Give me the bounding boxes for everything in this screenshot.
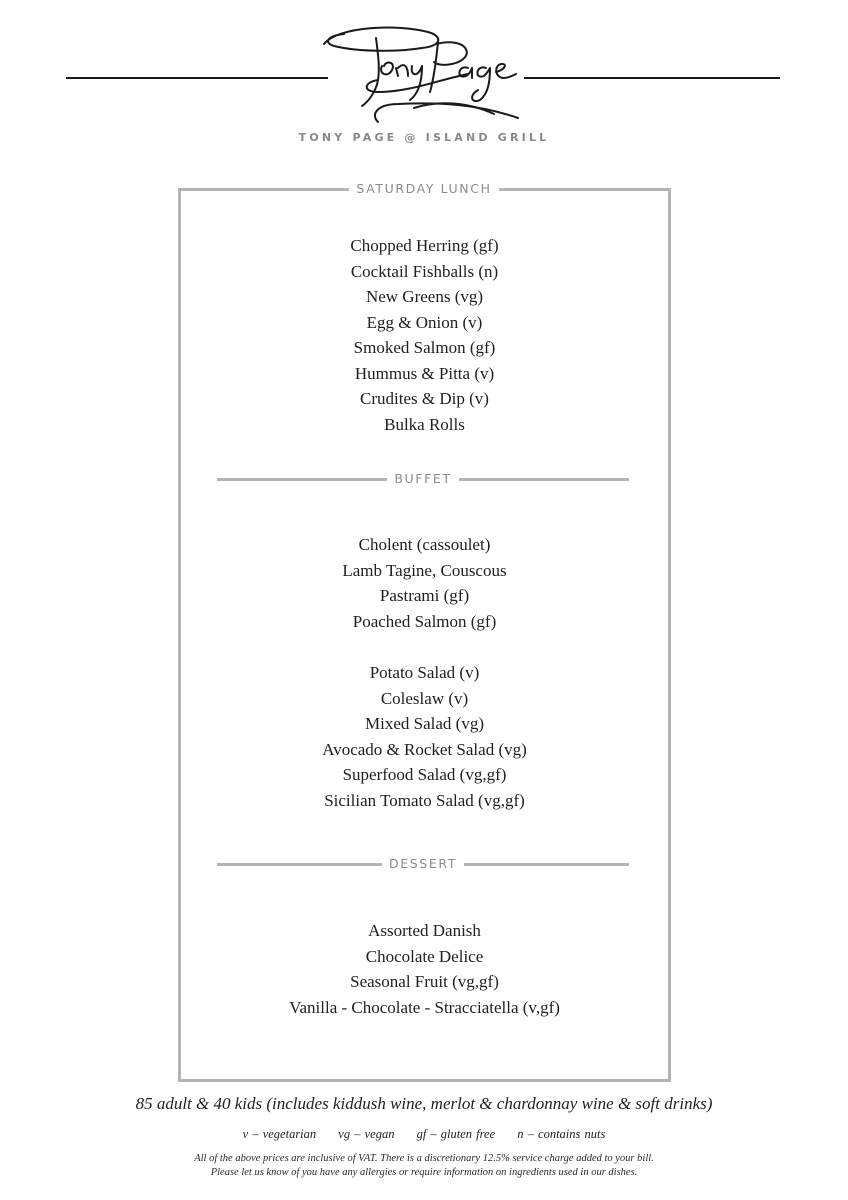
- header-rule-right: [524, 77, 780, 79]
- buffet-heading: [217, 472, 629, 486]
- legend-gluten-free: gf – gluten free: [416, 1127, 496, 1141]
- menu-item: Bulka Rolls: [384, 414, 465, 434]
- buffet-salads-list: [178, 660, 671, 813]
- menu-item: Coleslaw (v): [380, 688, 469, 708]
- menu-item: Seasonal Fruit (vg,gf): [350, 972, 499, 991]
- header-rule-left: [66, 77, 328, 79]
- dessert-divider: [217, 857, 629, 871]
- menu-item: Smoked Salmon (gf): [353, 338, 496, 357]
- buffet-divider: [217, 472, 629, 486]
- menu-item: Vanilla - Chocolate - Stracciatella (v,gf): [289, 997, 560, 1017]
- menu-item: Cocktail Fishballs (n): [350, 261, 499, 281]
- menu-item: Chocolate Delice: [365, 946, 484, 966]
- menu-item: Potato Salad (v): [369, 663, 480, 682]
- menu-item: Hummus & Pitta (v): [354, 363, 495, 383]
- legend-vegetarian: v – vegetarian: [242, 1127, 317, 1141]
- pricing-note: 85 adult & 40 kids (includes kiddush wine, merlot & chardonnay wine & soft drinks): [135, 1094, 713, 1113]
- menu-item: Pastrami (gf): [379, 586, 470, 605]
- legend-contains-nuts: n – contains nuts: [517, 1127, 606, 1141]
- restaurant-subtitle: TONY PAGE @ ISLAND GRILL: [298, 131, 550, 144]
- desserts-list: [178, 918, 671, 1020]
- menu-item: Assorted Danish: [368, 921, 481, 940]
- starters-list: [178, 233, 671, 437]
- menu-item: Sicilian Tomato Salad (vg,gf): [324, 790, 525, 810]
- menu-item: Cholent (cassoulet): [358, 535, 491, 554]
- dessert-heading: [217, 857, 629, 871]
- buffet-mains-list: [178, 532, 671, 634]
- menu-item: Egg & Onion (v): [366, 312, 483, 332]
- buffet-heading-text: BUFFET: [387, 471, 458, 486]
- menu-item: Crudites & Dip (v): [360, 389, 489, 408]
- tony-page-signature-logo: [318, 22, 532, 128]
- menu-title-text: SATURDAY LUNCH: [349, 181, 498, 196]
- menu-item: Superfood Salad (vg,gf): [342, 765, 507, 784]
- menu-item: Chopped Herring (gf): [350, 236, 499, 255]
- menu-item: Mixed Salad (vg): [365, 714, 484, 733]
- menu-item: Poached Salmon (gf): [352, 611, 497, 631]
- menu-item: Avocado & Rocket Salad (vg): [322, 739, 527, 759]
- allergy-disclaimer: Please let us know of you have any allergies or require information on ingredients used in our dishes.: [210, 1167, 638, 1178]
- vat-disclaimer: All of the above prices are inclusive of VAT. There is a discretionary 12.5% service charge added to your bill.: [194, 1153, 654, 1164]
- legend-vegan: vg – vegan: [338, 1127, 395, 1141]
- menu-item: Lamb Tagine, Couscous: [342, 560, 507, 580]
- dessert-heading-text: DESSERT: [382, 856, 464, 871]
- dietary-legend: [0, 1127, 848, 1142]
- menu-item: New Greens (vg): [365, 287, 484, 306]
